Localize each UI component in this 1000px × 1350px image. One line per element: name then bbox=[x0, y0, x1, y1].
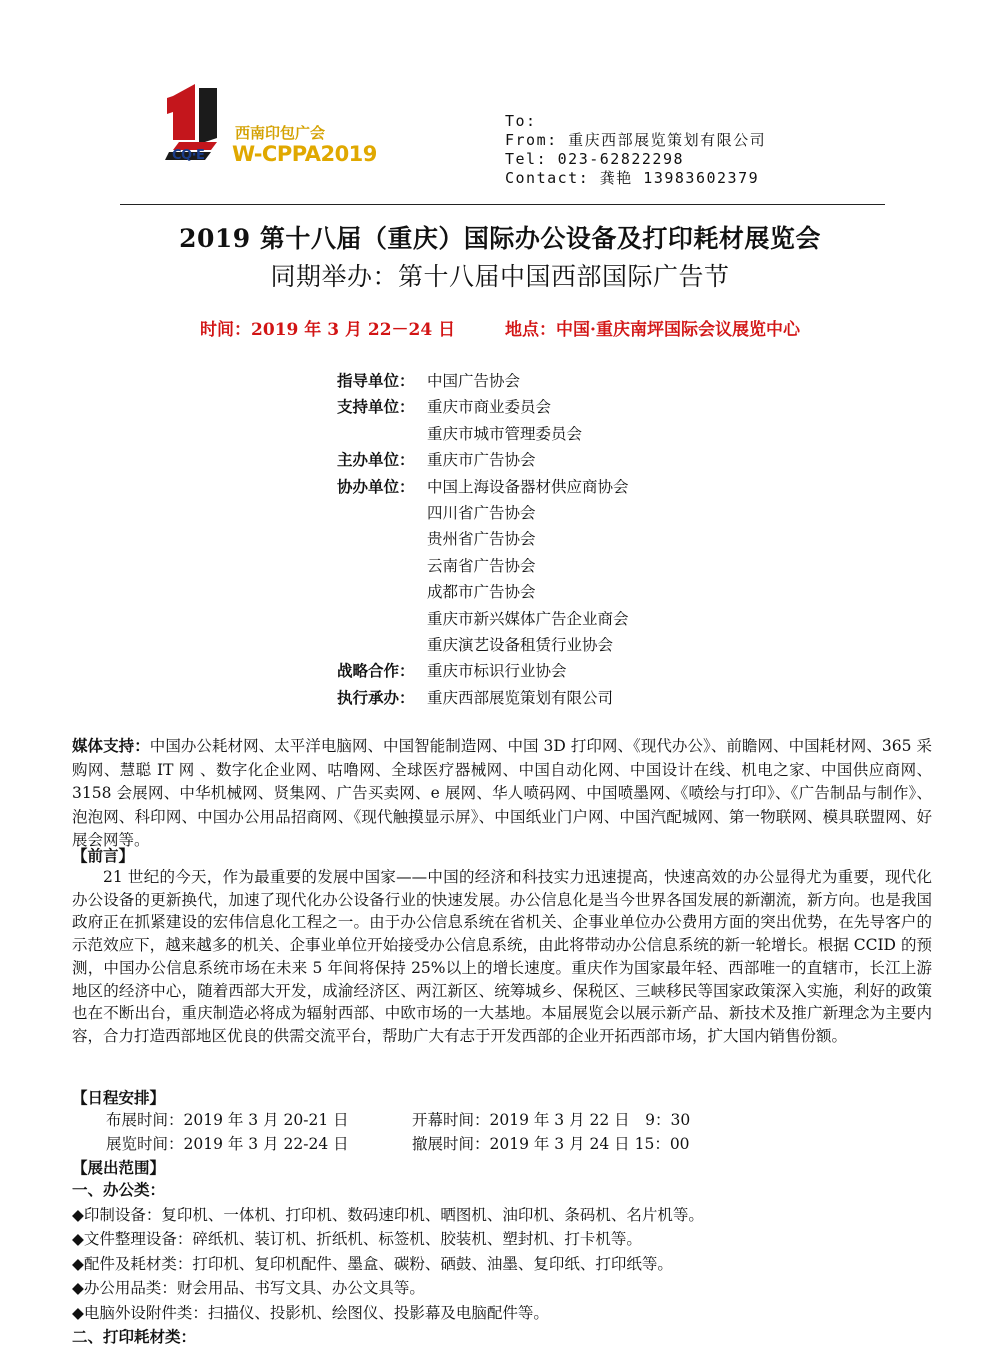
range-item: ◆印制设备：复印机、一体机、打印机、数码速印机、晒图机、油印机、条码机、名片机等。 bbox=[72, 1205, 704, 1224]
organizer-row: 四川省广告协会 bbox=[427, 503, 536, 522]
organizer-row: 云南省广告协会 bbox=[427, 556, 536, 575]
contact-person: Contact: 龚艳 13983602379 bbox=[505, 169, 760, 187]
page-subtitle: 同期举办：第十八届中国西部国际广告节 bbox=[270, 262, 730, 291]
header-divider bbox=[120, 204, 885, 205]
organizer-list bbox=[337, 368, 629, 711]
logo-chinese-text: 西南印包广会 bbox=[235, 124, 326, 142]
organizer-row: 贵州省广告协会 bbox=[427, 530, 536, 549]
page-title: 2019 第十八届（重庆）国际办公设备及打印耗材展览会 bbox=[179, 224, 821, 253]
organizer-row: 重庆市新兴媒体广告企业商会 bbox=[427, 609, 629, 628]
range-item: ◆配件及耗材类：打印机、复印机配件、墨盒、碳粉、硒鼓、油墨、复印纸、打印纸等。 bbox=[72, 1254, 673, 1273]
event-info bbox=[0, 315, 1000, 340]
contact-block bbox=[505, 112, 766, 188]
logo-cqe-text: CQ·E bbox=[172, 148, 205, 163]
range-category-consumables: 二、打印耗材类： bbox=[72, 1327, 197, 1346]
organizer-row: 支持单位： 重庆市商业委员会 bbox=[337, 397, 552, 417]
contact-from: From: 重庆西部展览策划有限公司 bbox=[505, 131, 767, 149]
range-item: ◆电脑外设附件类：扫描仪、投影机、绘图仪、投影幕及电脑配件等。 bbox=[72, 1303, 549, 1322]
range-heading: 【展出范围】 bbox=[72, 1158, 166, 1177]
organizer-row: 战略合作： 重庆市标识行业协会 bbox=[337, 661, 567, 681]
contact-tel: Tel: 023-62822298 bbox=[505, 150, 685, 168]
preface-heading: 【前言】 bbox=[72, 846, 135, 865]
schedule-heading: 【日程安排】 bbox=[72, 1088, 166, 1107]
preface-text: 21 世纪的今天，作为最重要的发展中国家——中国的经济和科技实力迅速提高，快速高效的办公显得尤为重要，现代化办公设备的更新换代，加速了现代化办公设备行业的快速发展。办公信息化是当今世界各国发展的新潮流，新方向。也是我国政府正在抓紧建设的宏伟信息化工程之一。由于办公信息系统在省机关、企事业单位办公费用方面的突出优势，在先导客户的示范效应下，越来越多的机关、企事业单位开始接受办公信息系统，由此将带动办公信息系统的新一轮增长。根据 CCID 的预测，中国办公信息系统市场在未来 5 年间将保持 25%以上的增长速度。重庆作为国家最年轻、西部唯一的直辖市，长江上游地区的经济中心，随着西部大开发，成渝经济区、两江新区、统筹城乡、保税区、三峡移民等国家政策深入实施，利好的政策也在不断出台，重庆制造必将成为辐射西部、中欧市场的一大基地。本届展览会以展示新产品、新技术及推广新理念为主要内容，合力打造西部地区优良的供需交流平台，帮助广大有志于开发西部的企业开拓西部市场，扩大国内销售份额。 bbox=[72, 868, 932, 1045]
organizer-row: 协办单位： 中国上海设备器材供应商协会 bbox=[337, 476, 629, 496]
schedule-row: 展览时间：2019 年 3 月 22-24 日 撤展时间：2019 年 3 月 24 日 15：00 bbox=[106, 1135, 690, 1153]
organizer-row: 重庆演艺设备租赁行业协会 bbox=[427, 635, 614, 654]
range-list bbox=[72, 1178, 704, 1350]
media-support bbox=[72, 734, 932, 853]
event-time: 时间：2019 年 3 月 22－24 日 bbox=[200, 320, 456, 340]
range-item: ◆文件整理设备：碎纸机、装订机、折纸机、标签机、胶装机、塑封机、打卡机等。 bbox=[72, 1230, 642, 1248]
media-text: 中国办公耗材网、太平洋电脑网、中国智能制造网、中国 3D 打印网、《现代办公》、前瞻网、中国耗材网、365 采购网、慧聪 IT 网 、数字化企业网、咕噜网、全球医疗器械网、中国自动化网、中国设计在线、机电之家、中国供应商网、3158 会展网、中华机械网、贤集网、广告买卖网、e 展网、华人喷码网、中国喷墨网、《喷绘与打印》、《广告制品与制作》、泡泡网、科印网、中国办公用品招商网、《现代触摸显示屏》、中国纸业门户网、中国汽配城网、第一物联网、模具联盟网、好展会网等。 bbox=[72, 737, 932, 849]
organizer-row: 重庆市城市管理委员会 bbox=[427, 424, 583, 443]
range-category-office: 一、办公类： bbox=[72, 1180, 166, 1199]
schedule-row: 布展时间：2019 年 3 月 20-21 日 开幕时间：2019 年 3 月 22 日 9：30 bbox=[106, 1111, 691, 1129]
schedule-table bbox=[106, 1108, 690, 1156]
organizer-row: 主办单位： 重庆市广告协会 bbox=[337, 450, 536, 470]
contact-to: To: bbox=[505, 112, 537, 130]
organizer-row: 成都市广告协会 bbox=[427, 583, 536, 602]
event-place: 地点：中国·重庆南坪国际会议展览中心 bbox=[505, 320, 800, 340]
organizer-row: 执行承办： 重庆西部展览策划有限公司 bbox=[337, 687, 614, 707]
logo-english-text: W-CPPA2019 bbox=[232, 142, 377, 166]
media-label: 媒体支持： bbox=[72, 736, 150, 755]
range-item: ◆办公用品类：财会用品、书写文具、办公文具等。 bbox=[72, 1279, 425, 1297]
organizer-row: 指导单位： 中国广告协会 bbox=[337, 371, 521, 390]
